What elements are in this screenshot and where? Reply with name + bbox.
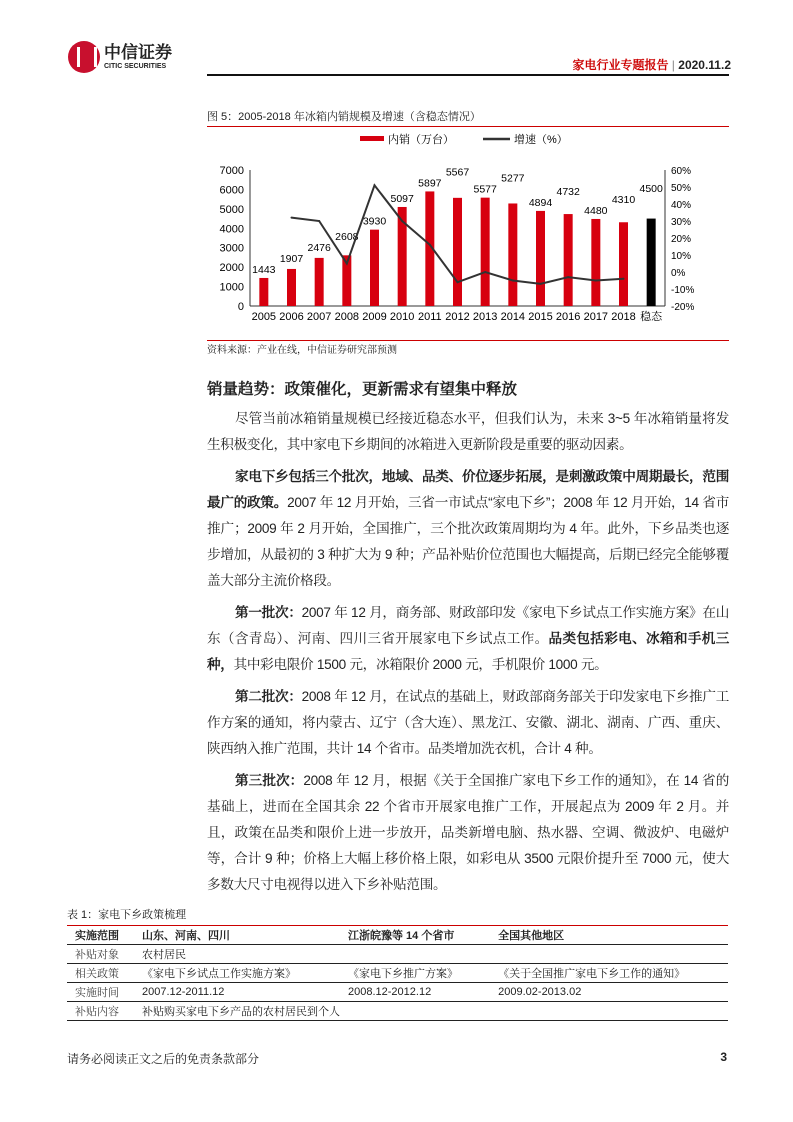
bar	[287, 269, 296, 306]
bar-value-label: 4500	[639, 182, 663, 195]
bar	[508, 203, 517, 306]
table-cell: 相关政策	[67, 964, 134, 983]
table-cell: 《家电下乡推广方案》	[340, 964, 490, 983]
table-cell: 全国其他地区	[490, 926, 728, 945]
x-tick-label: 2007	[306, 311, 332, 323]
table-cell: 农村居民	[134, 945, 340, 964]
left-tick-label: 4000	[219, 223, 244, 236]
bar	[481, 198, 490, 306]
report-date: 2020.11.2	[678, 58, 731, 72]
right-tick-label: 10%	[671, 251, 692, 262]
text-run: 2007 年 12 月，商务部、财政部印发《家电下乡试点工作实施方案》在山东（含青岛）、河南、四川三省开展家电下乡试点工作。	[207, 605, 729, 646]
bar-value-label: 1443	[252, 263, 276, 276]
growth-point	[484, 271, 486, 273]
bar	[647, 219, 656, 306]
table-cell: 实施范围	[67, 926, 134, 945]
growth-point	[291, 217, 293, 219]
table-title: 表 1：家电下乡政策梳理	[67, 909, 187, 921]
x-tick-label: 稳态	[640, 311, 663, 323]
left-tick-label: 1000	[219, 281, 244, 294]
right-tick-label: 50%	[671, 183, 692, 194]
legend-label-growth: 增速（%）	[514, 134, 568, 146]
table-row	[67, 926, 728, 945]
table-cell: 实施时间	[67, 983, 134, 1002]
growth-point	[346, 263, 348, 265]
table-cell	[490, 1002, 728, 1021]
bar-value-label: 4480	[584, 204, 608, 217]
paragraph	[207, 600, 729, 678]
table-cell: 2008.12-2012.12	[340, 983, 490, 1002]
paragraph	[207, 406, 729, 458]
logo-mark-icon	[68, 41, 100, 73]
company-logo	[68, 41, 172, 73]
text-run: 2008 年 12 月，根据《关于全国推广家电下乡工作的通知》，在 14 省的基础上，进而在全国其余 22 个省市开展家电推广工作，开展起点为 2009 年 2 月。并且，政策在品类和限价上进一步放开，品类新增电脑、热水器、空调、微波炉、电磁炉等，合计 9 种；价格上大幅上移价格上限，如彩电从 3500 元限价提升至 7000 元，使大多数大尺寸电视得以进入下乡补贴范围。	[207, 773, 729, 892]
x-tick-label: 2013	[472, 311, 498, 323]
bar	[536, 211, 545, 306]
figure-source: 资料来源：产业在线，中信证券研究部预测	[207, 345, 397, 356]
table-cell: 《家电下乡试点工作实施方案》	[134, 964, 340, 983]
header-rule	[207, 74, 729, 76]
x-tick-label: 2010	[389, 311, 415, 323]
table-row	[67, 945, 728, 964]
x-tick-label: 2017	[583, 311, 609, 323]
legend-label-sales: 内销（万台）	[388, 134, 454, 146]
report-header	[572, 56, 731, 73]
bar-value-label: 4894	[528, 196, 553, 209]
bar-value-label: 5897	[418, 177, 442, 190]
table-cell	[340, 1002, 490, 1021]
report-type: 家电行业专题报告	[572, 58, 669, 72]
left-tick-label: 3000	[219, 242, 244, 255]
table-cell: 补贴购买家电下乡产品的农村居民到个人	[134, 1002, 340, 1021]
growth-point	[429, 244, 431, 246]
x-tick-label: 2018	[611, 311, 636, 323]
x-tick-label: 2014	[500, 311, 526, 323]
right-tick-label: 60%	[671, 166, 692, 177]
bold-text: 品类包括彩电、冰箱和手机三种，	[207, 631, 729, 672]
right-tick-label: 0%	[671, 268, 686, 279]
logo-cn: 中信证券	[104, 42, 172, 62]
text-run: 2008 年 12 月，在试点的基础上，财政部商务部关于印发家电下乡推广工作方案的通知，将内蒙古、辽宁（含大连）、黑龙江、安徽、湖北、湖南、广西、重庆、陕西纳入推广范围，共计 14 个省市。品类增加洗衣机，合计 4 种。	[207, 689, 729, 756]
section-heading: 销量趋势：政策催化，更新需求有望集中释放	[207, 381, 518, 398]
page-number: 3	[720, 1050, 727, 1064]
growth-point	[374, 184, 376, 186]
table-row	[67, 1002, 728, 1021]
bar-value-label: 2476	[307, 241, 331, 254]
disclaimer: 请务必阅读正文之后的免责条款部分	[67, 1052, 260, 1066]
x-tick-label: 2009	[362, 311, 387, 323]
bar-value-label: 5277	[501, 172, 525, 185]
x-tick-label: 2012	[445, 311, 470, 323]
bar-value-label: 1907	[279, 252, 304, 265]
table-row	[67, 964, 728, 983]
right-tick-label: 40%	[671, 200, 692, 211]
bold-text: 家电下乡包括三个批次，地域、品类、价位逐步拓展，是刺激政策中周期最长，范围最广的政策。	[207, 469, 729, 510]
table-cell: 山东、河南、四川	[134, 926, 340, 945]
table-cell	[340, 945, 490, 964]
bar	[315, 258, 324, 306]
policy-table	[67, 925, 728, 1021]
legend-bar-swatch	[360, 136, 384, 141]
bold-text: 第二批次：	[235, 689, 302, 704]
bar-value-label: 4310	[611, 193, 636, 206]
growth-point	[623, 278, 625, 280]
main-column	[67, 110, 729, 1021]
paragraph	[207, 684, 729, 762]
bold-text: 第三批次：	[235, 773, 304, 788]
figure-title: 图 5：2005-2018 年冰箱内销规模及增速（含稳态情况）	[207, 111, 481, 123]
x-tick-label: 2006	[279, 311, 304, 323]
x-tick-label: 2005	[251, 311, 277, 323]
bar	[370, 230, 379, 306]
bar-value-label: 5577	[473, 183, 497, 196]
bar	[453, 198, 462, 306]
source-rule	[207, 340, 729, 341]
left-tick-label: 7000	[219, 165, 244, 177]
growth-point	[567, 276, 569, 278]
table-cell: 补贴对象	[67, 945, 134, 964]
left-tick-label: 0	[237, 301, 244, 313]
right-tick-label: -10%	[671, 285, 695, 296]
bar-value-label: 3930	[362, 215, 387, 228]
bar-value-label: 5567	[445, 166, 470, 179]
growth-point	[457, 281, 459, 283]
left-tick-label: 5000	[219, 203, 244, 216]
x-tick-label: 2016	[555, 311, 581, 323]
table-row	[67, 983, 728, 1002]
growth-point	[512, 280, 514, 282]
paragraph	[207, 768, 729, 898]
left-tick-label: 6000	[219, 184, 244, 197]
figure-rule	[207, 126, 729, 127]
table-cell: 《关于全国推广家电下乡工作的通知》	[490, 964, 728, 983]
right-tick-label: 20%	[671, 234, 692, 245]
text-run: 其中彩电限价 1500 元，冰箱限价 2000 元，手机限价 1000 元。	[233, 657, 608, 672]
paragraph	[207, 464, 729, 594]
bar-value-label: 2608	[335, 230, 359, 243]
x-tick-label: 2011	[418, 311, 442, 323]
table-cell: 2007.12-2011.12	[134, 983, 340, 1002]
header-separator: |	[671, 58, 675, 72]
text-run: 尽管当前冰箱销量规模已经接近稳态水平，但我们认为，未来 3~5 年冰箱销量将发生积极变化，其中家电下乡期间的冰箱进入更新阶段是重要的驱动因素。	[207, 411, 729, 452]
x-tick-label: 2015	[528, 311, 553, 323]
right-tick-label: -20%	[671, 302, 695, 313]
sales-chart	[200, 128, 695, 338]
bar	[591, 219, 600, 306]
logo-en: CITIC SECURITIES	[104, 62, 167, 70]
right-tick-label: 30%	[671, 217, 692, 228]
table-cell: 江浙皖豫等 14 个省市	[340, 926, 490, 945]
bold-text: 第一批次：	[235, 605, 302, 620]
table-cell: 补贴内容	[67, 1002, 134, 1021]
table-cell	[490, 945, 728, 964]
growth-point	[540, 283, 542, 285]
text-run: 2007 年 12 月开始，三省一市试点“家电下乡”；2008 年 12 月开始，14 省市推广；2009 年 2 月开始，全国推广，三个批次政策周期均为 4 年。此外，下乡品类也逐步增加，从最初的 3 种扩大为 9 种；产品补贴价位范围也大幅提高，后期已经完全能够覆盖大部分主流价格段。	[207, 495, 729, 588]
bar	[564, 214, 573, 306]
growth-point	[318, 220, 320, 222]
left-tick-label: 2000	[219, 262, 244, 275]
bar-value-label: 4732	[556, 185, 580, 198]
bar	[619, 222, 628, 306]
growth-point	[595, 280, 597, 282]
bar-value-label: 5097	[390, 192, 414, 205]
bar	[259, 278, 268, 306]
x-tick-label: 2008	[334, 311, 360, 323]
growth-point	[401, 220, 403, 222]
table-cell: 2009.02-2013.02	[490, 983, 728, 1002]
